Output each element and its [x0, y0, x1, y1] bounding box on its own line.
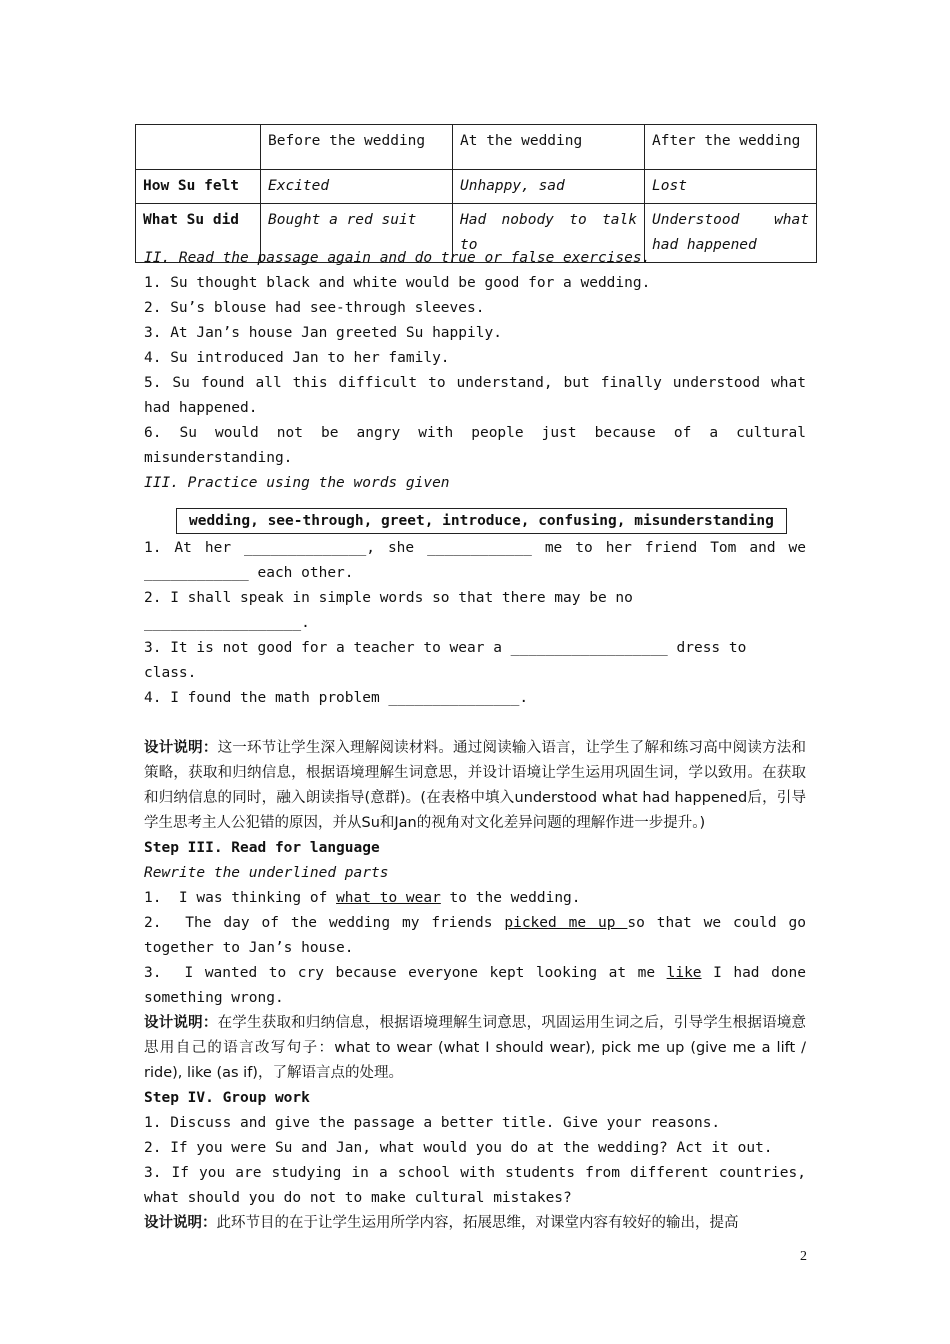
row-label: How Su felt — [136, 170, 261, 204]
rewrite-item: 2. The day of the wedding my friends picked me up so that we could go together to Jan’s house. — [144, 915, 815, 956]
group-task: 3. If you are studying in a school with students from different countries, what should you do not to make cultural mistakes? — [144, 1165, 815, 1206]
exercise-item: 1. At her ______________, she ____________ me to her friend Tom and we ____________ each other. — [144, 540, 815, 581]
table-cell: Excited — [261, 170, 453, 204]
page-number: 2 — [800, 1249, 807, 1264]
table-header-cell: Before the wedding — [261, 125, 453, 170]
list-item: 5. Su found all this difficult to understand, but finally understood what had happened. — [144, 375, 815, 416]
design-note — [144, 1011, 811, 1086]
list-item: 2. Su’s blouse had see-through sleeves. — [144, 300, 485, 316]
document-body — [144, 246, 815, 1236]
table-header-cell: At the wedding — [453, 125, 645, 170]
table-header-cell: After the wedding — [645, 125, 817, 170]
word-box-row — [144, 506, 806, 536]
word-box: wedding, see-through, greet, introduce, confusing, misunderstanding — [176, 508, 787, 534]
table-cell: Lost — [645, 170, 817, 204]
design-note — [144, 1211, 806, 1236]
note-text: 在学生获取和归纳信息，根据语境理解生词意思，巩固运用生词之后，引导学生根据语境意思用自己的语言改写句子：what to wear (what I should wear), pick me up (give me a lift / ride), like (as if)，了解语言点的处理。 — [144, 1015, 811, 1081]
exercise-item: 3. It is not good for a teacher to wear a __________________ dress to class. — [144, 640, 756, 681]
group-task: 2. If you were Su and Jan, what would you do at the wedding? Act it out. — [144, 1140, 773, 1156]
group-task: 1. Discuss and give the passage a better title. Give your reasons. — [144, 1115, 721, 1131]
note-label: 设计说明： — [144, 1215, 217, 1231]
table-cell: Had nobody to talk to — [453, 204, 645, 263]
note-text: 这一环节让学生深入理解阅读材料。通过阅读输入语言，让学生了解和练习高中阅读方法和策略，获取和归纳信息，根据语境理解生词意思，并设计语境让学生运用巩固生词，学以致用。在获取和归纳信息的同时，融入朗读指导(意群)。(在表格中填入understood what had happened后，引导学生思考主人公犯错的原因，并从Su和Jan的视角对文化差异问题的理解作进一步提升。) — [144, 740, 807, 831]
underlined-phrase: picked me up — [504, 915, 628, 931]
table-header-cell — [136, 125, 261, 170]
step-title: Step IV. Group work — [144, 1090, 310, 1106]
rewrite-item: 1. I was thinking of what to wear to the wedding. — [144, 890, 581, 906]
design-note — [144, 736, 806, 836]
underlined-phrase: what to wear — [336, 890, 441, 906]
table-row — [136, 170, 817, 204]
step-title: Step III. Read for language — [144, 840, 380, 856]
note-label: 设计说明： — [144, 740, 218, 756]
note-text: 此环节目的在于让学生运用所学内容，拓展思维，对课堂内容有较好的输出，提高 — [216, 1215, 739, 1231]
table-cell: Understood what had happened — [645, 204, 817, 263]
rewrite-item: 3. I wanted to cry because everyone kept looking at me like I had done something wrong. — [144, 965, 815, 1006]
exercise-item: 2. I shall speak in simple words so that there may be no __________________. — [144, 590, 642, 631]
table-header-row — [136, 125, 817, 170]
underlined-phrase: like — [666, 965, 702, 981]
table-cell: Unhappy, sad — [453, 170, 645, 204]
section-title: II. Read the passage again and do true or false exercises. — [144, 250, 651, 266]
note-label: 设计说明： — [144, 1015, 218, 1031]
step-subtitle: Rewrite the underlined parts — [144, 865, 389, 881]
table-cell: Bought a red suit — [261, 204, 453, 263]
section-title: III. Practice using the words given — [144, 475, 450, 491]
list-item: 6. Su would not be angry with people just because of a cultural misunderstanding. — [144, 425, 815, 466]
list-item: 1. Su thought black and white would be good for a wedding. — [144, 275, 651, 291]
row-label: What Su did — [136, 204, 261, 263]
list-item: 4. Su introduced Jan to her family. — [144, 350, 450, 366]
wedding-feelings-table — [135, 124, 817, 263]
exercise-item: 4. I found the math problem _______________. — [144, 690, 529, 706]
list-item: 3. At Jan’s house Jan greeted Su happily. — [144, 325, 502, 341]
